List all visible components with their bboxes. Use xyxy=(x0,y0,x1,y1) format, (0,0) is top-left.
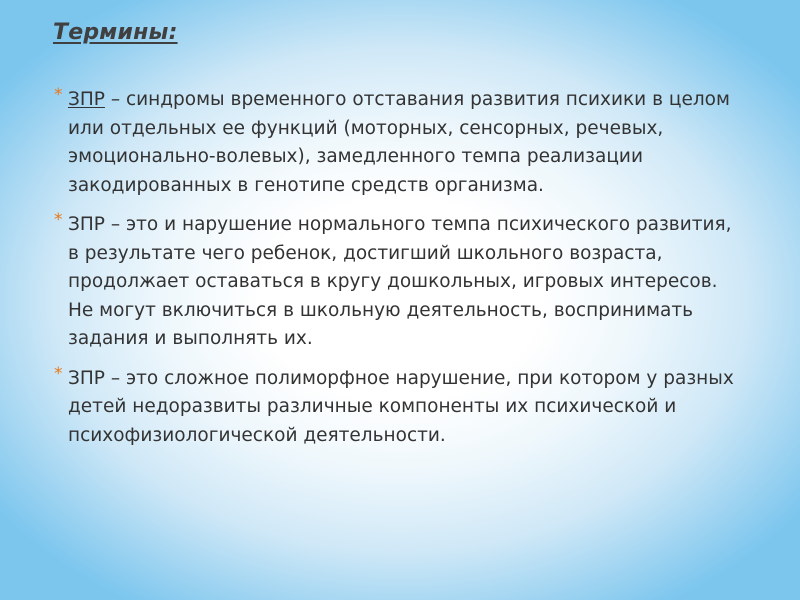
term-abbreviation: ЗПР xyxy=(68,367,105,389)
term-definition: – синдромы временного отставания развития психики в целом или отдельных ее функций (моторных, сенсорных, речевых, эмоционально-волевых), замедленного темпа реализации закодированных в генотипе средств организма. xyxy=(68,89,730,196)
term-item xyxy=(54,86,744,200)
asterisk-bullet-icon: * xyxy=(54,363,63,384)
terms-list xyxy=(54,86,744,461)
asterisk-bullet-icon: * xyxy=(54,210,63,230)
term-item xyxy=(54,211,744,354)
term-item xyxy=(54,365,744,451)
term-definition: – это сложное полиморфное нарушение, при котором у разных детей недоразвиты различные компоненты их психической и психофизиологической деятельности. xyxy=(68,367,734,446)
term-abbreviation: ЗПР xyxy=(68,214,105,235)
term-definition: – это и нарушение нормального темпа психического развития, в результате чего ребенок, достигший школьного возраста, продолжает оставаться в кругу дошкольных, игровых интересов. Не могут включиться в школьную деятельность, воспринимать задания и выполнять их. xyxy=(68,214,732,349)
term-abbreviation: ЗПР xyxy=(68,89,105,110)
slide-title: Термины: xyxy=(53,20,178,45)
asterisk-bullet-icon: * xyxy=(54,85,63,105)
